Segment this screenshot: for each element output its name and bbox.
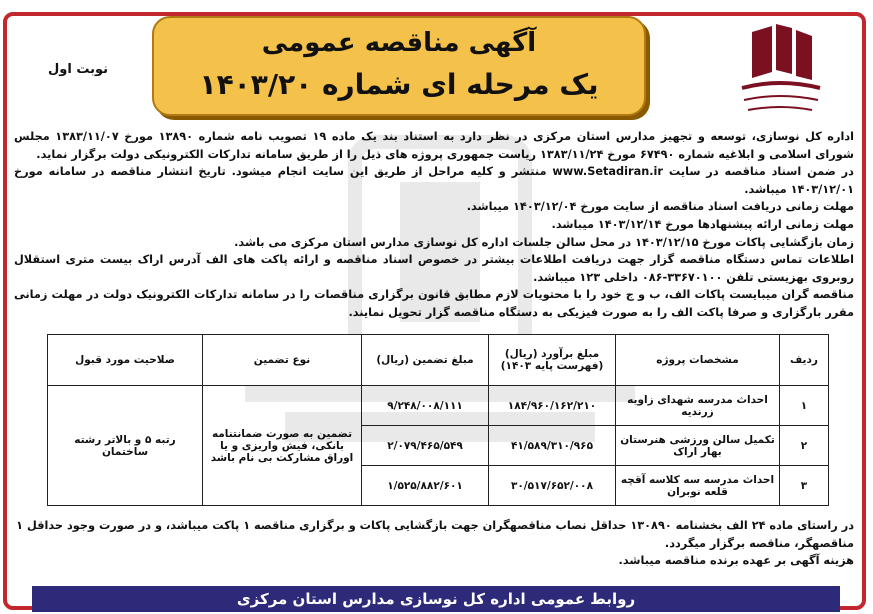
tender-table [47,334,829,506]
header-project: مشخصات پروژه [616,335,780,386]
publication-turn: نوبت اول [48,62,109,77]
header-row-number: ردیف [780,335,829,386]
cell-project: احداث مدرسه شهدای زاویه زرندیه [616,386,780,426]
title-box [152,16,646,116]
tender-number-title: یک مرحله ای شماره ۱۴۰۳/۲۰ [199,68,599,101]
cell-guarantee-amount: ۱/۵۲۵/۸۸۲/۶۰۱ [362,466,489,506]
paragraph-envelopes: مناقصه گران میبایست پاکات الف، ب و ج خود را با محتویات لازم مطابق قانون برگزاری مناقصات را در سامانه تدارکات الکترونیک دولت در مهلت زمانی مقرر بارگزاری و صرفا پاکت الف را به صورت فیزیکی به دستگاه مناقصه گزار تحویل نمایند. [14,288,854,319]
announcement-footer-text [14,517,854,570]
cell-project: تکمیل سالن ورزشی هنرستان بهار اراک [616,426,780,466]
paragraph-contact: اطلاعات تماس دستگاه مناقصه گزار جهت دریافت اطلاعات بیشتر در خصوص اسناد مناقصه و ارائه پاکت های الف آدرس اراک بیست متری استقلال روبروی بهزیستی تلفن ۳۳۶۷۰۱۰۰-۰۸۶ داخلی ۱۲۳ میباشد. [14,253,854,284]
table-header-row [48,335,829,386]
table-row [48,386,829,426]
announcement-body [14,128,854,322]
cell-row-number: ۳ [780,466,829,506]
header-guarantee-amount: مبلغ تضمین (ریال) [362,335,489,386]
header-estimate: مبلغ برآورد (ریال) (فهرست پایه ۱۴۰۳) [489,335,616,386]
cell-row-number: ۱ [780,386,829,426]
paragraph-intro: اداره کل نوسازی، توسعه و تجهیز مدارس استان مرکزی در نظر دارد به استناد بند یک ماده ۱۹ تصویب نامه شماره ۱۳۸۹۰ مورخ ۱۳۸۳/۱۱/۰۷ مجلس شورای اسلامی و ابلاغیه شماره ۶۷۴۹۰ مورخ ۱۳۸۳/۱۱/۲۴ ریاست جمهوری پروژه های ذیل را از طریق سامانه تدارکات الکترونیکی دولت برگزار نماید. [14,130,855,161]
cell-qualification: رتبه ۵ و بالاتر رشته ساختمان [48,386,203,506]
paragraph-website: در ضمن اسناد مناقصه در سایت www.Setadiran.ir منتشر و کلیه مراحل از طریق این سایت انجام میشود. تاریخ انتشار مناقصه در سامانه مورخ ۱۴۰۳/۱۲/۰۱ میباشد. [14,165,854,196]
cell-guarantee-amount: ۲/۰۷۹/۴۶۵/۵۴۹ [362,426,489,466]
header-guarantee-type: نوع تضمین [203,335,362,386]
paragraph-ad-cost: هزینه آگهی بر عهده برنده مناقصه میباشد. [618,554,854,568]
public-relations-footer: روابط عمومی اداره کل نوسازی مدارس استان مرکزی [32,586,840,612]
paragraph-minimum-bidders: در راستای ماده ۲۴ الف بخشنامه ۱۳۰۸۹۰ حداقل نصاب مناقصهگران جهت بازگشایی پاکات و برگزاری مناقصه ۱ پاکت میباشد، و در صورت وجود حداقل ۱ مناقصهگر، مناقصه برگزار میگردد. [16,519,854,550]
page-title: آگهی مناقصه عمومی [261,28,537,58]
paragraph-offer-deadline: مهلت زمانی ارائه پیشنهادها مورخ ۱۴۰۳/۱۲/۱۴ میباشد. [551,217,854,231]
cell-estimate: ۴۱/۵۸۹/۳۱۰/۹۶۵ [489,426,616,466]
paragraph-opening: زمان بازگشایی پاکات مورخ ۱۴۰۳/۱۲/۱۵ در محل سالن جلسات اداره کل نوسازی مدارس استان مرکزی می باشد. [234,235,854,249]
cell-estimate: ۳۰/۵۱۷/۶۵۲/۰۰۸ [489,466,616,506]
cell-guarantee-amount: ۹/۲۴۸/۰۰۸/۱۱۱ [362,386,489,426]
cell-guarantee-type: تضمین به صورت ضمانتنامه بانکی، فیش واریزی و یا اوراق مشارکت بی نام باشد [203,386,362,506]
paragraph-doc-deadline: مهلت زمانی دریافت اسناد مناقصه از سایت مورخ ۱۴۰۳/۱۲/۰۴ میباشد. [466,200,854,214]
cell-project: احداث مدرسه سه کلاسه آقچه قلعه نوبران [616,466,780,506]
cell-estimate: ۱۸۴/۹۶۰/۱۶۲/۲۱۰ [489,386,616,426]
cell-row-number: ۲ [780,426,829,466]
organization-logo-icon [732,22,827,122]
header-qualification: صلاحیت مورد قبول [48,335,203,386]
